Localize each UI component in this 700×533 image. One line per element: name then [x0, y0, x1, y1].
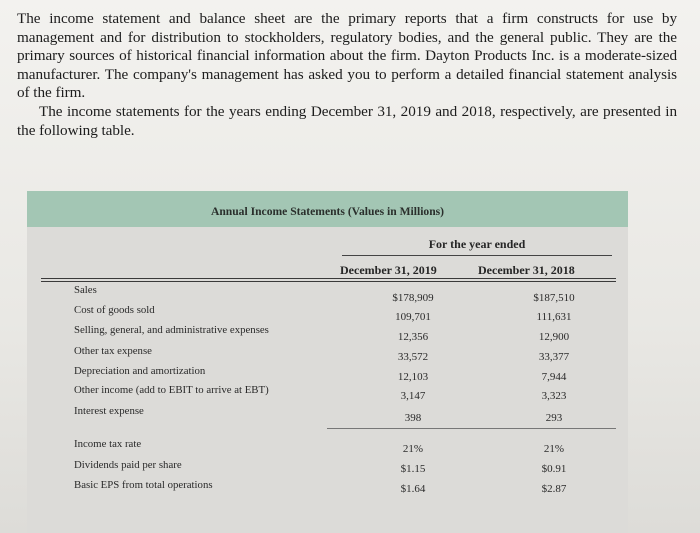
- table-title-band: [27, 191, 628, 227]
- value-2019: $178,909: [392, 292, 434, 304]
- value-2019: 12,103: [397, 371, 429, 383]
- value-2018: 293: [545, 412, 563, 424]
- value-2018: $0.91: [541, 463, 567, 475]
- row-label: Selling, general, and administrative expenses: [74, 324, 269, 336]
- value-2019: 398: [404, 412, 422, 424]
- column-header-2019: December 31, 2019: [340, 263, 437, 277]
- value-2018: $2.87: [541, 483, 567, 495]
- value-2018: 33,377: [538, 351, 570, 363]
- header-rule-double: [41, 281, 616, 282]
- value-2018: 21%: [543, 443, 565, 455]
- row-label: Interest expense: [74, 405, 144, 417]
- value-2018: 12,900: [538, 331, 570, 343]
- row-label: Dividends paid per share: [74, 459, 182, 471]
- intro-text: [17, 10, 677, 140]
- column-header-2018: December 31, 2018: [478, 263, 575, 277]
- value-2019: $1.15: [400, 463, 426, 475]
- value-2018: 3,323: [541, 390, 567, 402]
- value-2018: $187,510: [533, 292, 575, 304]
- intro-paragraph-1: The income statement and balance sheet are the primary reports that a firm constructs for use by management and for distribution to stockholders, regulatory bodies, and the general public. They are the primary sources of historical financial information about the firm. Dayton Products Inc. is a moderate-sized manufacturer. The company's management has asked you to perform a detailed financial statement analysis of the firm.: [17, 10, 677, 102]
- row-label: Other income (add to EBIT to arrive at EBT): [74, 384, 269, 396]
- section-rule: [327, 428, 616, 429]
- value-2019: $1.64: [400, 483, 426, 495]
- row-label: Depreciation and amortization: [74, 365, 206, 377]
- row-label: Other tax expense: [74, 345, 152, 357]
- value-2019: 109,701: [395, 311, 431, 323]
- value-2019: 21%: [402, 443, 424, 455]
- row-label: Sales: [74, 284, 97, 296]
- table-title: Annual Income Statements (Values in Millions): [210, 205, 445, 218]
- header-rule: [41, 278, 616, 279]
- value-2018: 7,944: [541, 371, 567, 383]
- column-header-block: [330, 237, 616, 277]
- row-label: Income tax rate: [74, 438, 142, 450]
- period-header: For the year ended: [342, 237, 612, 256]
- value-2018: 111,631: [536, 311, 572, 323]
- row-label: Basic EPS from total operations: [74, 479, 213, 491]
- row-label: Cost of goods sold: [74, 304, 155, 316]
- intro-paragraph-2: The income statements for the years ending December 31, 2019 and 2018, respectively, are presented in the following table.: [17, 102, 677, 139]
- income-statement-table: [27, 191, 628, 533]
- value-2019: 12,356: [397, 331, 429, 343]
- value-2019: 33,572: [397, 351, 429, 363]
- value-2019: 3,147: [400, 390, 426, 402]
